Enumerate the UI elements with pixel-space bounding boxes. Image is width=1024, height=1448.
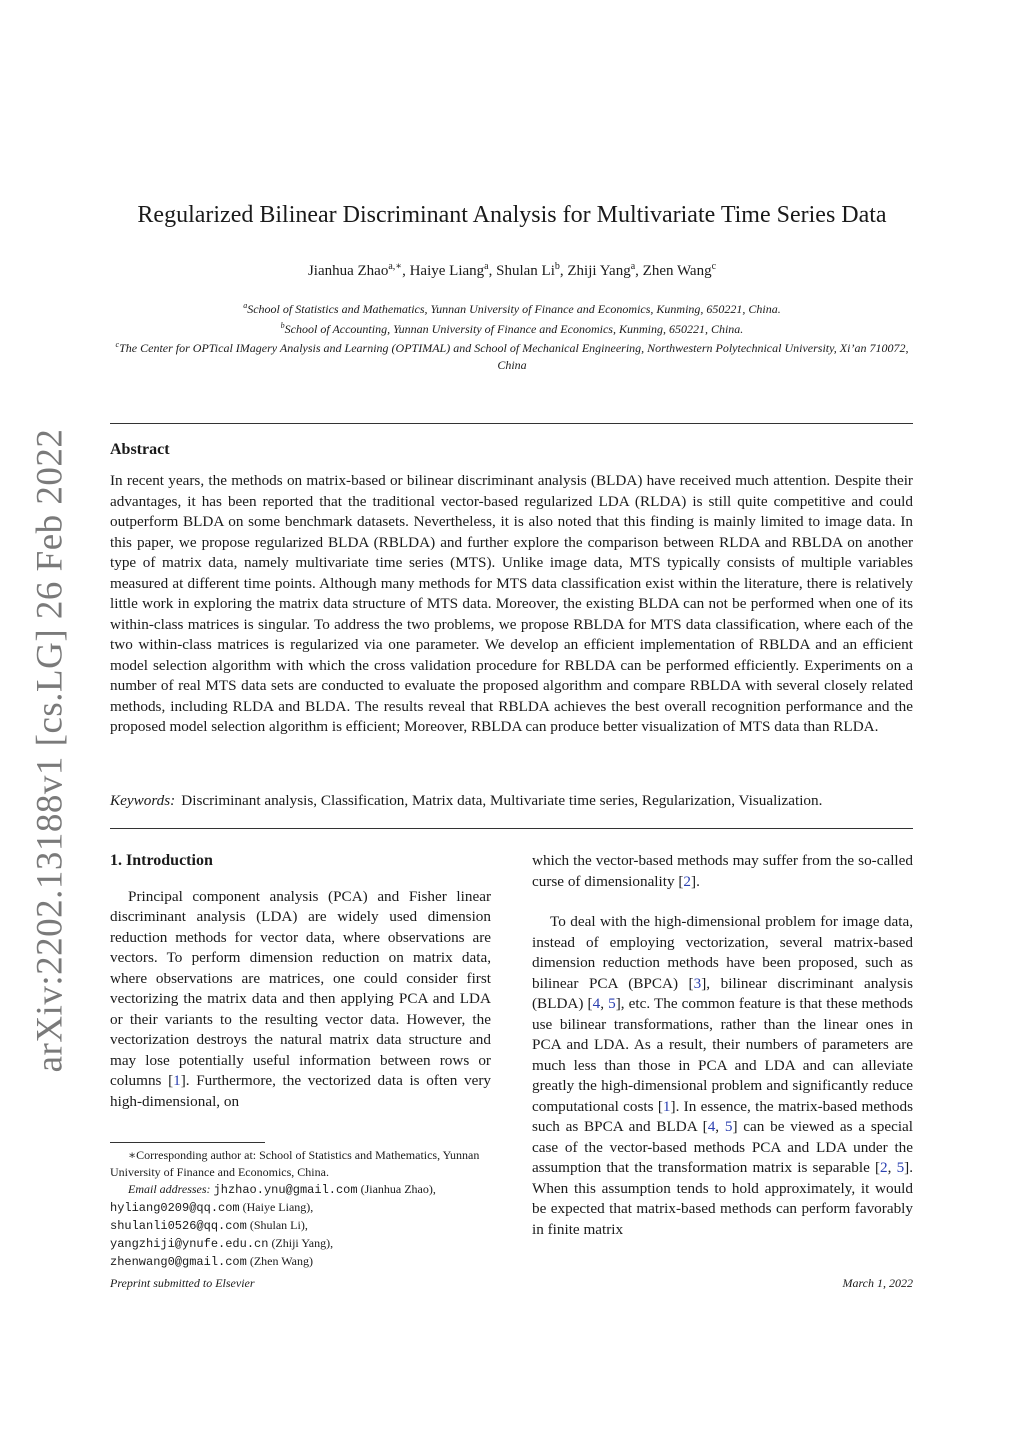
citation-link[interactable]: 1 (173, 1072, 181, 1089)
affiliation-line (110, 298, 914, 318)
affiliation-mark: c (115, 340, 120, 349)
citation-link[interactable]: 2 (880, 1159, 888, 1176)
paragraph-text: ], bilinear discriminant analysis (BLDA) [ (532, 974, 913, 1012)
intro-paragraph-2 (532, 912, 913, 1240)
intro-paragraph-1 (110, 887, 491, 1113)
citation-link[interactable]: 5 (896, 1159, 905, 1176)
author-separator: , (402, 263, 410, 279)
email-address[interactable]: shulanli0526@qq.com (110, 1219, 247, 1233)
paragraph-text: , (715, 1118, 725, 1135)
email-addresses (110, 1181, 491, 1271)
intro-paragraph-1-continued (532, 851, 913, 892)
author-list (0, 261, 1024, 280)
citation-link[interactable]: 2 (683, 872, 692, 890)
keywords (110, 792, 913, 810)
paragraph-text: ]. (691, 872, 700, 890)
affiliations (110, 298, 914, 373)
affiliation-text: The Center for OPTical IMagery Analysis and Learning (OPTIMAL) and School of Mechanical Engineering, Northwestern Polytechnical University, Xi’an 710072, China (119, 341, 909, 372)
author-affiliation-mark: c (711, 261, 717, 272)
author-affiliation-mark: a (630, 261, 636, 272)
author-name: Haiye Liang (409, 263, 485, 279)
email-owner: (Shulan Li), (246, 1218, 308, 1232)
keywords-label: Keywords: (110, 792, 176, 809)
citation-link[interactable]: 4 (592, 995, 601, 1012)
right-column (532, 851, 913, 1240)
citation-link[interactable]: 3 (693, 974, 702, 992)
paragraph-text: , (887, 1159, 897, 1176)
paragraph-text: which the vector-based methods may suffer from the so-called curse of dimensionality [ (532, 852, 913, 890)
email-address[interactable]: jhzhao.ynu@gmail.com (213, 1183, 358, 1197)
paper-title: Regularized Bilinear Discriminant Analysis for Multivariate Time Series Data (137, 202, 887, 228)
keywords-text: Discriminant analysis, Classification, Matrix data, Multivariate time series, Regularization, Visualization. (181, 792, 823, 809)
email-label: Email addresses: (128, 1182, 211, 1196)
abstract-top-rule (110, 423, 913, 424)
citation-link[interactable]: 5 (608, 995, 616, 1012)
paragraph-text: ] can be viewed as a special case of the vector-based methods PCA and LDA under the assumption that the transformation matrix is separable [ (532, 1118, 914, 1176)
footnote-rule (110, 1142, 265, 1143)
citation-link[interactable]: 1 (662, 1097, 671, 1115)
paragraph-text: To deal with the high-dimensional problem for image data, instead of employing vectorization, several matrix-based dimension reduction methods have been proposed, such as bilinear PCA (BPCA) [ (532, 913, 913, 992)
author-separator: , (559, 263, 568, 279)
abstract-text: In recent years, the methods on matrix-based or bilinear discriminant analysis (BLDA) have received much attention. Despite their advantages, it has been reported that the traditional vector-based regularized LDA (RLDA) is still quite competitive and could outperform BLDA on some benchmark datasets. Nevertheless, it is also noted that this finding is mainly limited to image data. In this paper, we propose regularized BLDA (RBLDA) and further explore the comparison between RLDA and RBLDA on another type of matrix data, namely multivariate time series (MTS). Unlike image data, MTS typically consists of multiple variables measured at different time points. Although many methods for MTS data classification exist within the literature, there is relatively little work in exploring the matrix data structure of MTS data. Moreover, the existing BLDA can not be performed when one of its within-class matrices is singular. To address the two problems, we propose RBLDA for MTS data classification, where each of the two within-class matrices is regularized via one parameter. We develop an efficient implementation of RBLDA and an efficient model selection algorithm with which the cross validation procedure for RBLDA can be performed efficiently. Experiments on a number of real MTS data sets are conducted to evaluate the proposed algorithm and compare RBLDA with several closely related methods, including RLDA and BLDA. The results reveal that RBLDA achieves the best overall recognition performance and the proposed model selection algorithm is efficient; Moreover, RBLDA can produce better visualization of MTS data than RLDA. (110, 472, 913, 735)
email-address[interactable]: yangzhiji@ynufe.edu.cn (110, 1237, 269, 1251)
email-owner: (Zhen Wang) (246, 1254, 313, 1268)
arxiv-side-stamp (20, 428, 80, 1072)
author-separator: , (635, 263, 643, 279)
paragraph-text: , (600, 995, 609, 1012)
email-owner: (Haiye Liang), (239, 1200, 314, 1214)
abstract-heading: Abstract (110, 441, 170, 458)
author-name: Shulan Li (496, 263, 555, 279)
author-affiliation-mark: a,∗ (388, 261, 403, 272)
preprint-date: March 1, 2022 (842, 1276, 913, 1290)
affiliation-text: School of Statistics and Mathematics, Yunnan University of Finance and Economics, Kunming, 650221, China. (247, 302, 781, 316)
affiliation-mark: a (243, 301, 248, 310)
author-affiliation-mark: b (554, 261, 560, 272)
author-name: Zhen Wang (642, 263, 712, 279)
abstract-bottom-rule (110, 828, 913, 829)
author-name: Zhiji Yang (567, 263, 631, 279)
left-column (110, 851, 491, 1112)
paragraph-text: ]. Furthermore, the vectorized data is often very high-dimensional, on (110, 1072, 491, 1110)
paragraph-text: ]. In essence, the matrix-based methods such as BPCA and BLDA [ (532, 1097, 913, 1135)
citation-link[interactable]: 4 (707, 1118, 716, 1135)
affiliation-text: School of Accounting, Yunnan University of Finance and Economics, Kunming, 650221, China. (284, 321, 744, 336)
author-affiliation-mark: a (484, 261, 489, 272)
corresponding-author-note: ∗Corresponding author at: School of Statistics and Mathematics, Yunnan University of Finance and Economics, China. (110, 1148, 480, 1179)
paragraph-text: ]. When this assumption tends to hold approximately, it would be expected that matrix-based methods can perform favorably in finite matrix (532, 1159, 914, 1238)
email-address[interactable]: zhenwang0@gmail.com (110, 1255, 247, 1269)
affiliation-line (110, 337, 914, 373)
email-owner: (Jianhua Zhao), (357, 1182, 436, 1196)
email-address[interactable]: hyliang0209@qq.com (110, 1201, 240, 1215)
affiliation-mark: b (280, 320, 285, 330)
author-separator: , (488, 263, 497, 279)
citation-link[interactable]: 5 (724, 1118, 733, 1135)
paragraph-text: Principal component analysis (PCA) and Fisher linear discriminant analysis (LDA) are widely used dimension reduction methods for vector data, where observations are vectors. To perform dimension reduction on matrix data, where observations are matrices, one could consider first vectorizing the matrix data and then applying PCA and LDA or their variants to the resulting vector data. However, the vectorization destroys the natural matrix data structure and may lose potentially useful information between rows or columns [ (110, 887, 491, 1089)
email-owner: (Zhiji Yang), (268, 1236, 334, 1250)
author-name: Jianhua Zhao (307, 263, 389, 279)
arxiv-identifier: arXiv:2202.13188v1 [cs.LG] 26 Feb 2022 (29, 428, 71, 1072)
section-heading-introduction: 1. Introduction (110, 852, 213, 869)
paragraph-text: ], etc. The common feature is that these methods use bilinear transformations, rather than the linear ones in PCA and LDA. As a result, their numbers of parameters are much less than those in PCA and LDA and can alleviate greatly the high-dimensional problem and significantly reduce computational costs [ (532, 995, 913, 1115)
footnotes (110, 1147, 491, 1271)
preprint-note: Preprint submitted to Elsevier (110, 1276, 255, 1290)
affiliation-line (110, 318, 914, 338)
